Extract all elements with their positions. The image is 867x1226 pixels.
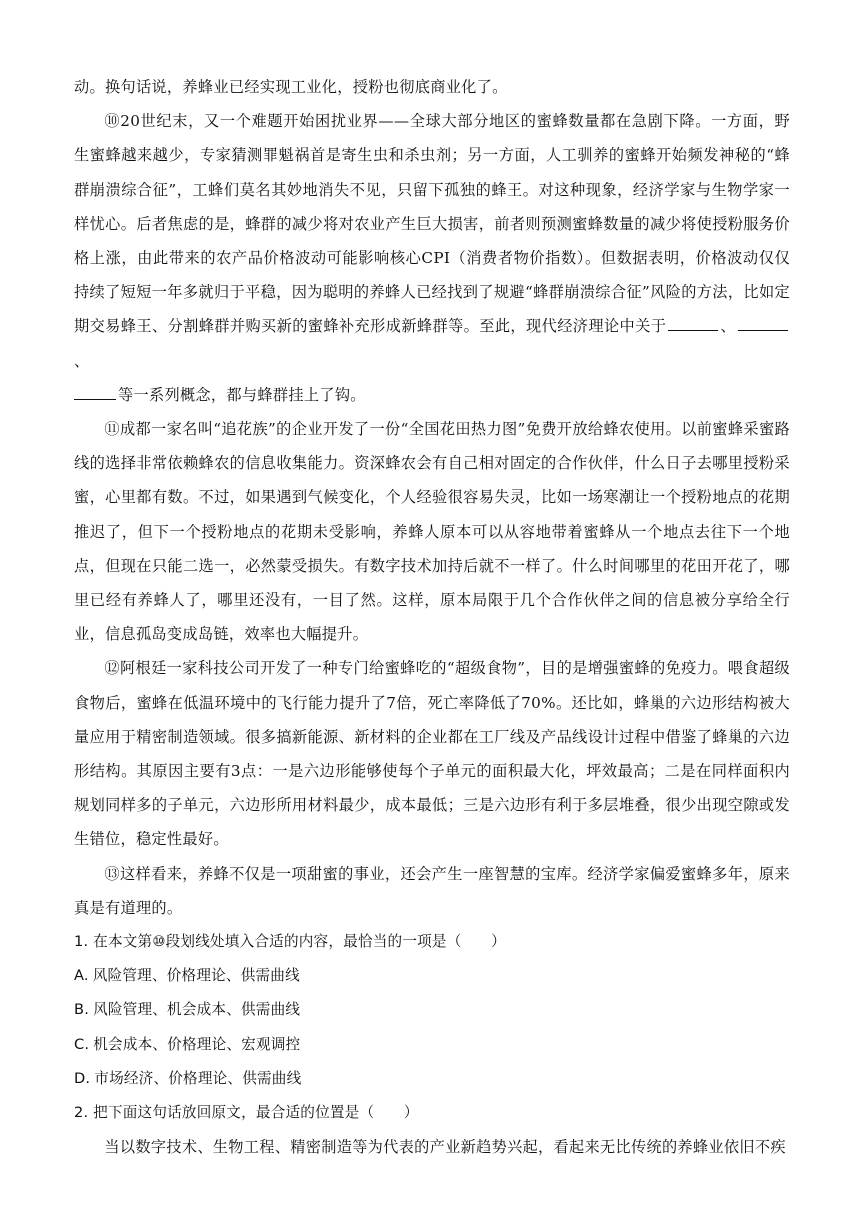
fill-blank-3 [74,398,116,400]
option-text: 机会成本、价格理论、宏观调控 [93,1035,301,1053]
option-text: 市场经济、价格理论、供需曲线 [94,1069,302,1087]
question-2-quote: 当以数字技术、生物工程、精密制造等为代表的产业新趋势兴起，看起来无比传统的养蜂业依旧不疾 [104,1138,786,1157]
paragraph-10-tail: 等一系列概念，都与蜂群挂上了钩。 [118,385,366,404]
question-2-stem: 2. 把下面这句话放回原文，最合适的位置是（ ） [74,1104,419,1122]
question-1-option-b [74,993,790,1027]
option-letter: A. [74,967,89,985]
option-text: 风险管理、机会成本、供需曲线 [93,1001,301,1019]
paragraph-13: ⑬这样看来，养蜂不仅是一项甜蜜的事业，还会产生一座智慧的宝库。经济学家偏爱蜜蜂多年，原来真是有道理的。 [74,864,790,917]
paragraph-10 [74,104,790,412]
option-letter: C. [74,1035,90,1053]
paragraph-11: ⑪成都一家名叫“追花族”的企业开发了一份“全国花田热力图”免费开放给蜂农使用。以前蜜蜂采蜜路线的选择非常依赖蜂农的信息收集能力。资深蜂农会有自己相对固定的合作伙伴，什么日子去哪里授粉采蜜，心里都有数。不过，如果遇到气候变化，个人经验很容易失灵，比如一场寒潮让一个授粉地点的花期推迟了，但下一个授粉地点的花期未受影响，养蜂人原本可以从容地带着蜜蜂从一个地点去往下一个地点，但现在只能二选一，必然蒙受损失。有数字技术加持后就不一样了。什么时间哪里的花田开花了，哪里已经有养蜂人了，哪里还没有，一目了然。这样，原本局限于几个合作伙伴之间的信息被分享给全行业，信息孤岛变成岛链，效率也大幅提升。 [74,420,790,644]
question-1-option-a [74,959,790,993]
option-text: 风险管理、价格理论、供需曲线 [92,967,300,985]
option-letter: B. [74,1001,90,1019]
fill-blank-2 [738,329,788,331]
question-1-option-d [74,1062,790,1096]
question-1-stem: 1. 在本文第⑩段划线处填入合适的内容，最恰当的一项是（ ） [74,933,506,951]
blank-separator-2: 、 [74,351,90,370]
paragraph-12: ⑫阿根廷一家科技公司开发了一种专门给蜜蜂吃的“超级食物”，目的是增强蜜蜂的免疫力。喂食超级食物后，蜜蜂在低温环境中的飞行能力提升了7倍，死亡率降低了70%。还比如，蜂巢的六边形结构被大量应用于精密制造领域。很多搞新能源、新材料的企业都在工厂线及产品线设计过程中借鉴了蜂巢的六边形结构。其原因主要有3点：一是六边形能够使每个子单元的面积最大化，坪效最高；二是在同样面积内规划同样多的子单元，六边形所用材料最少，成本最低；三是六边形有利于多层堆叠，很少出现空隙或发生错位，稳定性最好。 [74,659,790,849]
page-content [74,70,790,1165]
paragraph-continued: 动。换句话说，养蜂业已经实现工业化，授粉也彻底商业化了。 [74,78,508,96]
paragraph-10-text: ⑩20世纪末，又一个难题开始困扰业界——全球大部分地区的蜜蜂数量都在急剧下降。一方面，野生蜜蜂越来越少，专家猜测罪魁祸首是寄生虫和杀虫剂；另一方面，人工驯养的蜜蜂开始频发神秘的“蜂群崩溃综合征”，工蜂们莫名其妙地消失不见，只留下孤独的蜂王。对这种现象，经济学家与生物学家一样忧心。后者焦虑的是，蜂群的减少将对农业产生巨大损害，前者则预测蜜蜂数量的减少将使授粉服务价格上涨，由此带来的农产品价格波动可能影响核心CPI（消费者物价指数）。但数据表明，价格波动仅仅持续了短短一年多就归于平稳，因为聪明的养蜂人已经找到了规避“蜂群崩溃综合征”风险的方法，比如定期交易蜂王、分割蜂群并购买新的蜜蜂补充形成新蜂群等。至此，现代经济理论中关于 [74,112,790,336]
option-letter: D. [74,1069,91,1087]
fill-blank-1 [668,329,718,331]
blank-separator-1: 、 [720,317,736,336]
question-1-option-c [74,1028,790,1062]
